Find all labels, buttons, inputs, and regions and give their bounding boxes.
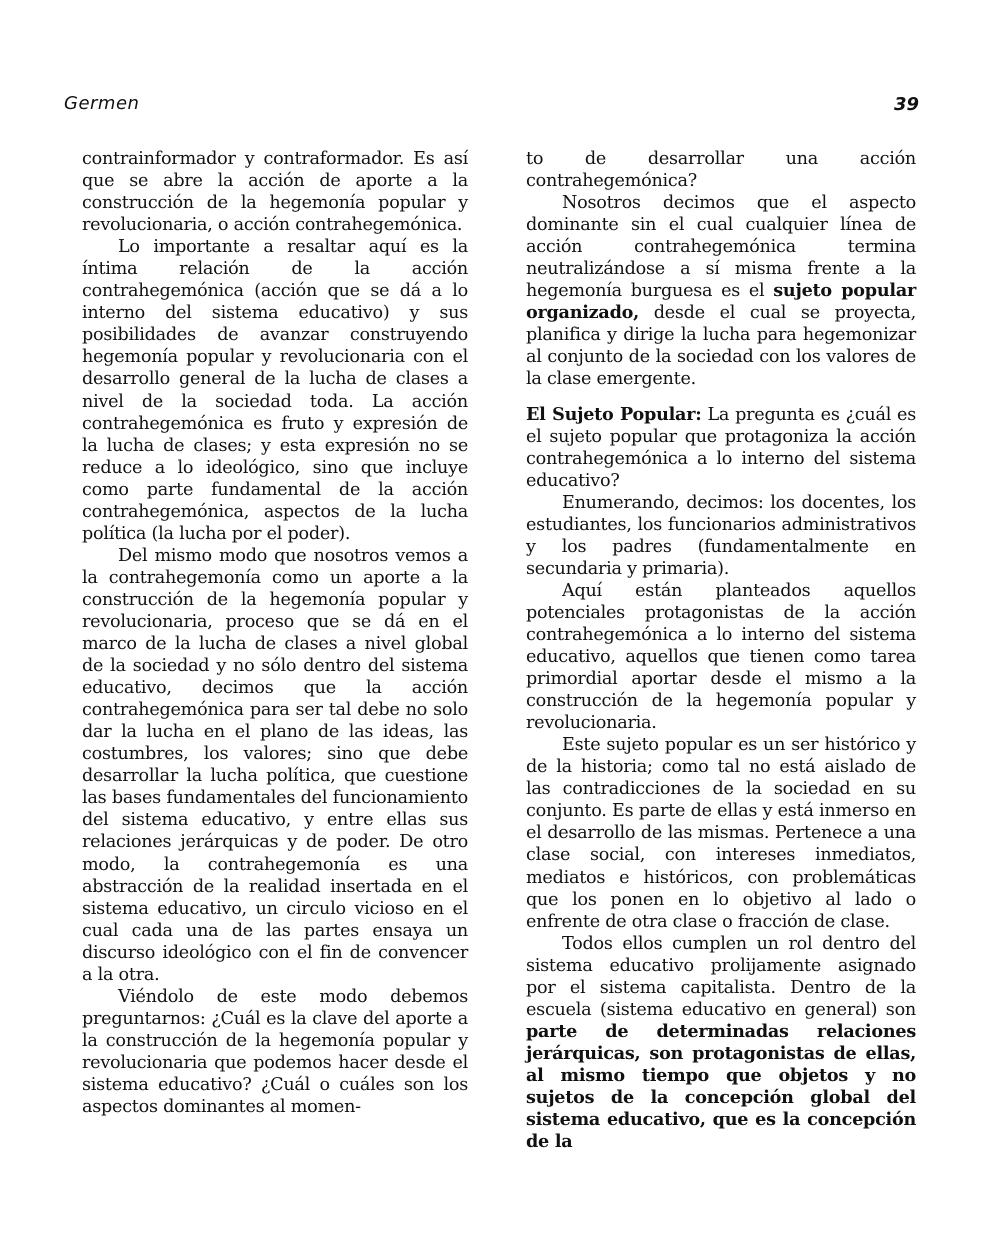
paragraph: Del mismo modo que nosotros vemos a la contrahegemonía como un aporte a la construcción de la hegemonía popular y revolucionaria, proceso que se dá en el marco de la lucha de clases a nivel global de la sociedad y no sólo dentro del sistema educativo, decimos que la acción contrahegemónica para ser tal debe no solo dar la lucha en el plano de las ideas, las costumbres, los valores; sino que debe desarrollar la lucha política, que cuestione las bases fundamentales del funcionamiento del sistema educativo, y entre ellas sus relaciones jerárquicas y de poder. De otro modo, la contrahegemonía es una abstracción de la realidad insertada en el sistema educativo, un circulo vicioso en el cual cada una de las partes ensaya un discurso ideológico con el fin de convencer a la otra. <box>82 545 468 985</box>
paragraph-text: desde el cual se proyecta, planifica y dirige la lucha para hegemonizar al conjunto de la sociedad con los valores de la clase emergente. <box>526 303 916 390</box>
paragraph: Aquí están planteados aquellos potenciales protagonistas de la acción contrahegemónica a lo interno del sistema educativo, aquellos que tienen como tarea primordial aportar desde el mismo a la construcción de la hegemonía popular y revolucionaria. <box>526 580 916 734</box>
left-column <box>82 148 468 1118</box>
page-number: 39 <box>893 94 919 115</box>
paragraph: to de desarrollar una acción contrahegemónica? <box>526 149 916 192</box>
paragraph: Enumerando, decimos: los docentes, los estudiantes, los funcionarios administrativos y los padres (fundamentalmente en secundaria y primaria). <box>526 492 916 579</box>
journal-name: Germen <box>64 93 140 114</box>
paragraph: Lo importante a resaltar aquí es la íntima relación de la acción contrahegemónica (acción que se dá a lo interno del sistema educativo) y sus posibilidades de avanzar construyendo hegemonía popular y revolucionaria con el desarrollo general de la lucha de clases a nivel de la sociedad toda. La acción contrahegemónica es fruto y expresión de la lucha de clases; y esta expresión no se reduce a lo ideológico, sino que incluye como parte fundamental de la acción contrahegemónica, aspectos de la lucha política (la lucha por el poder). <box>82 237 468 544</box>
running-header <box>0 0 995 130</box>
emphasis-text: parte de determinadas relaciones jerárquicas, son protagonistas de ellas, al mismo tiempo que objetos y no sujetos de la concepción global del sistema educativo, que es la concepción de la <box>526 1020 916 1153</box>
paragraph-text: Nosotros decimos que el aspecto dominante sin el cual cualquier línea de acción contrahegemónica termina neutralizándose a sí misma frente a la hegemonía burguesa es el <box>526 193 916 302</box>
paragraph: Viéndolo de este modo debemos preguntarnos: ¿Cuál es la clave del aporte a la construcción de la hegemonía popular y revolucionaria que podemos hacer desde el sistema educativo? ¿Cuál o cuáles son los aspectos dominantes al momen- <box>82 986 468 1118</box>
emphasis-text: sujeto popular organizado, <box>526 280 916 324</box>
section-paragraph <box>526 404 916 492</box>
paragraph <box>526 933 916 1153</box>
paragraph <box>526 192 916 390</box>
paragraph: Este sujeto popular es un ser histórico y de la historia; como tal no está aislado de las contradicciones de la sociedad en su conjunto. Es parte de ellas y está inmerso en el desarrollo de las mismas. Pertenece a una clase social, con intereses inmediatos, mediatos e históricos, con problemáticas que los ponen en lo objetivo al lado o enfrente de otra clase o fracción de clase. <box>526 735 916 932</box>
paragraph-text: La pregunta es ¿cuál es el sujeto popular que protagoniza la acción contrahegemónica a lo interno del sistema educativo? <box>526 404 916 491</box>
paragraph-text: Todos ellos cumplen un rol dentro del sistema educativo prolijamente asignado por el sistema capitalista. Dentro de la escuela (sistema educativo en general) son <box>526 933 916 1020</box>
right-column <box>526 148 916 1153</box>
paragraph: contrainformador y contraformador. Es así que se abre la acción de aporte a la construcción de la hegemonía popular y revolucionaria, o acción contrahegemónica. <box>82 149 468 236</box>
section-heading: El Sujeto Popular: <box>526 403 702 425</box>
